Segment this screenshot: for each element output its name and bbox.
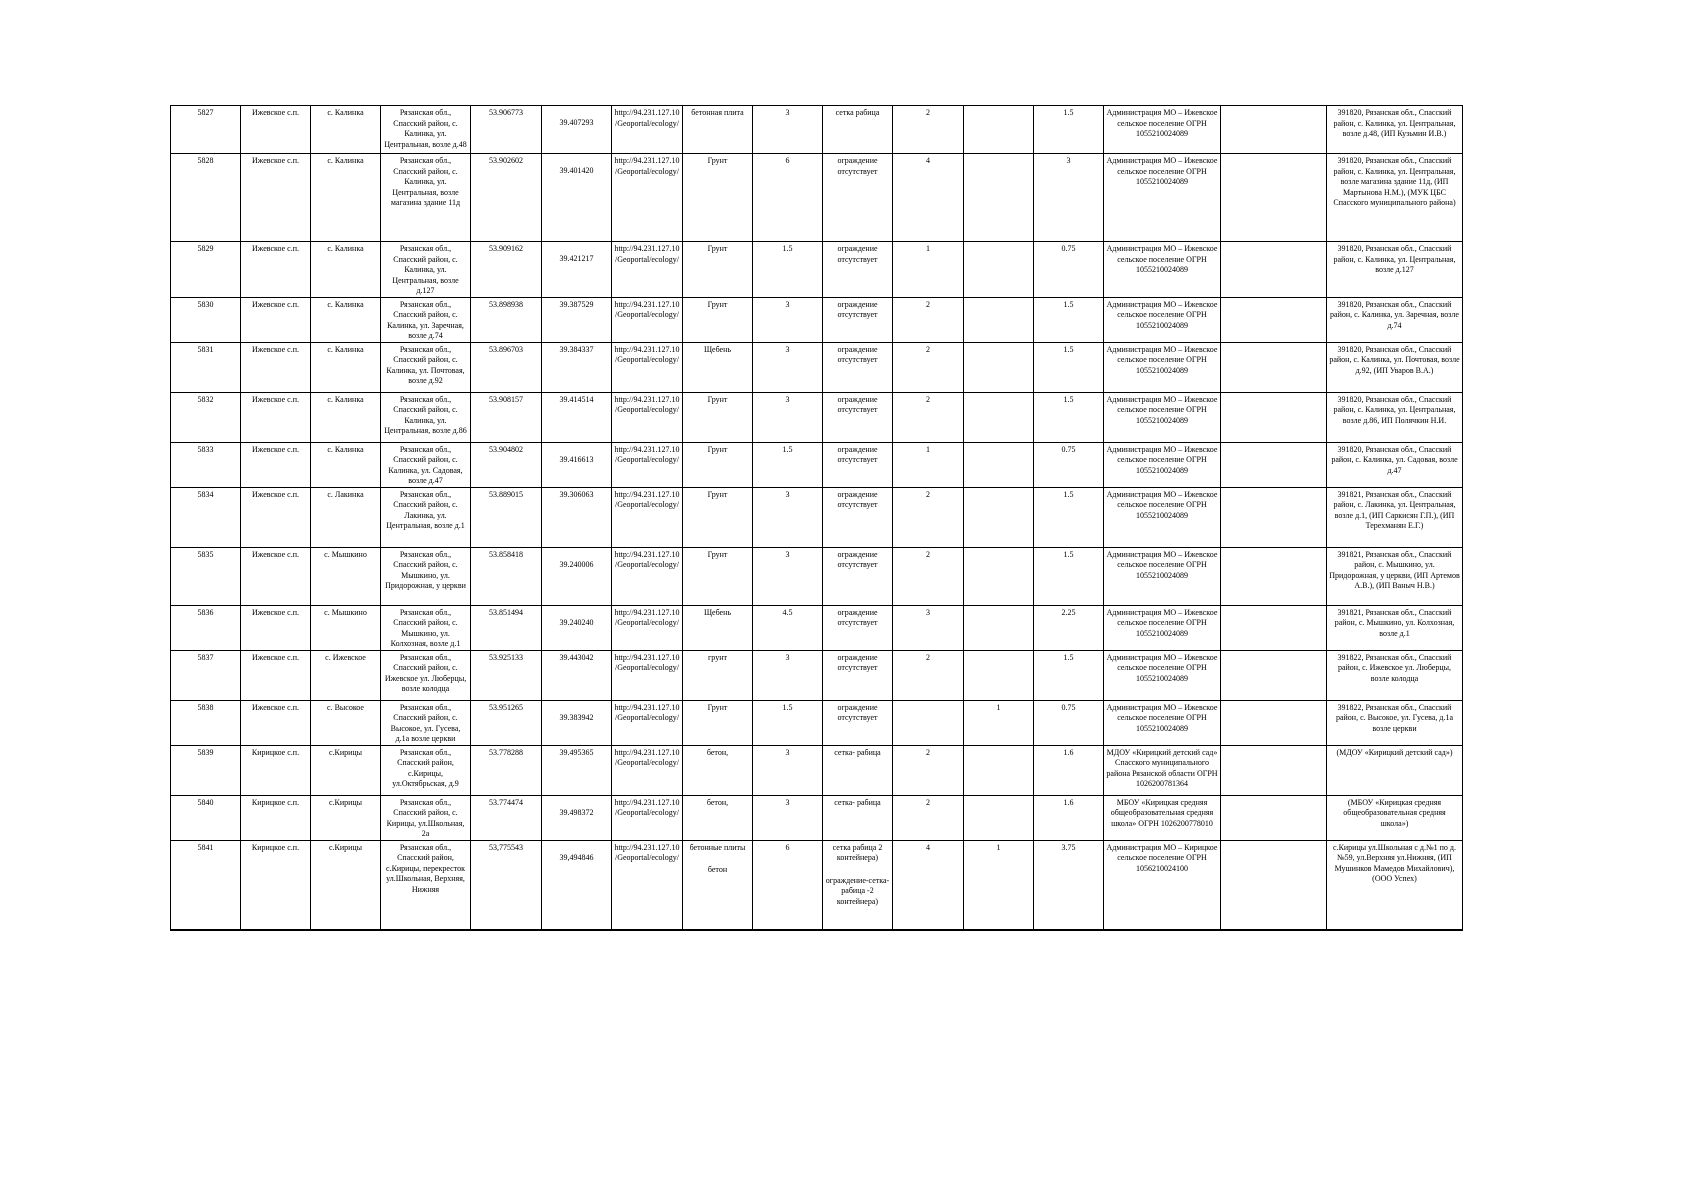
cell-area: 6	[753, 840, 823, 930]
cell-latitude: 53.925133	[471, 650, 542, 700]
fence-text: ограждение отсутствует	[837, 394, 878, 414]
cell-owner: МДОУ «Кирицкий детский сад» Спасского муниципального района Рязанской области ОГРН 1026200781364	[1104, 745, 1221, 795]
cell-volume: 0.75	[1034, 242, 1104, 298]
surface-text-2: бетон	[707, 865, 728, 874]
cell-containers: 2	[893, 745, 964, 795]
cell-sources: 391822, Рязанская обл., Спасский район, с. Ижевское ул. Люберцы, возле колодца	[1327, 650, 1463, 700]
cell-address: Рязанская обл., Спасский район, с.Кирицы, ул.Октябрьская, д.9	[381, 745, 471, 795]
cell-bunkers	[964, 745, 1034, 795]
cell-bunkers: 1	[964, 840, 1034, 930]
cell-containers: 1	[893, 242, 964, 298]
surface-text: бетон,	[706, 797, 729, 807]
cell-containers: 4	[893, 154, 964, 242]
fence-text: ограждение отсутствует	[837, 244, 878, 264]
cell-address: Рязанская обл., Спасский район, с. Мышкино, ул. Колхозная, возле д.1	[381, 605, 471, 650]
cell-owner: Администрация МО – Ижевское сельское поселение ОГРН 1055210024089	[1104, 342, 1221, 392]
cell-volume: 1.5	[1034, 392, 1104, 442]
cell-village: с.Кирицы	[311, 745, 381, 795]
cell-extra	[1221, 154, 1327, 242]
cell-map-link[interactable]: http://94.231.127.10/Geoportal/ecology/	[612, 154, 683, 242]
cell-fence	[823, 342, 893, 392]
cell-volume: 2.25	[1034, 605, 1104, 650]
cell-owner: Администрация МО – Кирицкое сельское поселение ОГРН 1056210024100	[1104, 840, 1221, 930]
cell-sources: (МБОУ «Кирицкая средняя общеобразовательная средняя школа»)	[1327, 795, 1463, 840]
cell-bunkers	[964, 650, 1034, 700]
table-row	[171, 840, 1463, 930]
cell-bunkers	[964, 795, 1034, 840]
cell-owner: Администрация МО – Ижевское сельское поселение ОГРН 1055210024089	[1104, 547, 1221, 605]
cell-extra	[1221, 297, 1327, 342]
cell-extra	[1221, 547, 1327, 605]
cell-settlement: Ижевское с.п.	[241, 650, 311, 700]
cell-area: 4.5	[753, 605, 823, 650]
surface-text: Щебень	[703, 344, 732, 354]
cell-longitude: 39.387529	[542, 297, 612, 342]
surface-text: Грунт	[707, 244, 728, 253]
cell-map-link[interactable]: http://94.231.127.10/Geoportal/ecology/	[612, 605, 683, 650]
cell-surface	[683, 547, 753, 605]
cell-extra	[1221, 106, 1327, 154]
surface-text: Грунт	[707, 489, 728, 499]
cell-number: 5841	[171, 840, 241, 930]
cell-latitude: 53.904802	[471, 442, 542, 487]
cell-fence	[823, 795, 893, 840]
cell-latitude: 53.896703	[471, 342, 542, 392]
surface-text: бетонная плита	[691, 108, 744, 117]
cell-surface	[683, 487, 753, 547]
cell-village: с. Мышкино	[311, 547, 381, 605]
cell-fence	[823, 106, 893, 154]
cell-number: 5832	[171, 392, 241, 442]
cell-address: Рязанская обл., Спасский район, с. Мышкино, ул. Придорожная, у церкви	[381, 547, 471, 605]
cell-sources: с.Кирицы ул.Школьная с д.№1 по д.№59, ул.Верхняя ул.Нижняя, (ИП Мушинков Мамедов Михайлович), (ООО Успех)	[1327, 840, 1463, 930]
cell-volume: 0.75	[1034, 700, 1104, 745]
cell-sources: 391820, Рязанская обл., Спасский район, с. Калинка, ул. Центральная, возле д.127	[1327, 242, 1463, 298]
cell-village: с. Калинка	[311, 297, 381, 342]
cell-longitude: 39.384337	[542, 342, 612, 392]
cell-area: 3	[753, 795, 823, 840]
cell-bunkers	[964, 605, 1034, 650]
cell-sources: 391821, Рязанская обл., Спасский район, с. Мышкино, ул. Колхозная, возле д.1	[1327, 605, 1463, 650]
cell-owner: МБОУ «Кирицкая средняя общеобразовательная средняя школа» ОГРН 1026200778010	[1104, 795, 1221, 840]
cell-latitude: 53.908157	[471, 392, 542, 442]
surface-text: бетон,	[706, 747, 729, 757]
cell-village: с. Калинка	[311, 342, 381, 392]
cell-bunkers	[964, 297, 1034, 342]
cell-settlement: Ижевское с.п.	[241, 392, 311, 442]
cell-sources: 391822, Рязанская обл., Спасский район, с. Высокое, ул. Гусева, д.1а возле церкви	[1327, 700, 1463, 745]
cell-latitude: 53.851494	[471, 605, 542, 650]
surface-text: грунт	[708, 652, 727, 662]
cell-map-link[interactable]: http://94.231.127.10/Geoportal/ecology/	[612, 297, 683, 342]
cell-latitude: 53,775543	[471, 840, 542, 930]
cell-extra	[1221, 342, 1327, 392]
cell-owner: Администрация МО – Ижевское сельское поселение ОГРН 1055210024089	[1104, 605, 1221, 650]
surface-text: Грунт	[707, 702, 728, 712]
cell-fence	[823, 650, 893, 700]
cell-longitude: 39.498372	[542, 795, 612, 840]
cell-number: 5839	[171, 745, 241, 795]
fence-text: ограждение отсутствует	[837, 702, 878, 722]
cell-containers: 2	[893, 392, 964, 442]
cell-map-link[interactable]: http://94.231.127.10/Geoportal/ecology/	[612, 795, 683, 840]
cell-sources: 391821, Рязанская обл., Спасский район, с. Лакинка, ул. Центральная, возле д.1, (ИП Саркисян Г.П.), (ИП Терехманян Е.Г.)	[1327, 487, 1463, 547]
cell-longitude: 39.407293	[542, 106, 612, 154]
cell-extra	[1221, 392, 1327, 442]
cell-owner: Администрация МО – Ижевское сельское поселение ОГРН 1055210024089	[1104, 392, 1221, 442]
cell-village: с. Калинка	[311, 392, 381, 442]
cell-surface	[683, 700, 753, 745]
surface-text: Щебень	[703, 607, 732, 617]
cell-extra	[1221, 487, 1327, 547]
cell-surface	[683, 745, 753, 795]
cell-extra	[1221, 442, 1327, 487]
fence-text: сетка рабица 2 контейнера)	[832, 842, 883, 862]
fence-text: сетка- рабица	[834, 747, 881, 757]
cell-longitude: 39.240006	[542, 547, 612, 605]
cell-latitude: 53.906773	[471, 106, 542, 154]
table-row	[171, 442, 1463, 487]
cell-bunkers	[964, 392, 1034, 442]
waste-sites-table	[170, 105, 1463, 931]
cell-number: 5833	[171, 442, 241, 487]
cell-longitude: 39.414514	[542, 392, 612, 442]
surface-text: Грунт	[707, 444, 728, 454]
cell-bunkers	[964, 547, 1034, 605]
cell-latitude: 53.902602	[471, 154, 542, 242]
cell-latitude: 53.778288	[471, 745, 542, 795]
cell-address: Рязанская обл., Спасский район, с. Ижевское ул. Люберцы, возле колодца	[381, 650, 471, 700]
cell-sources: 391820, Рязанская обл., Спасский район, с. Калинка, ул. Садовая, возле д.47	[1327, 442, 1463, 487]
cell-containers: 2	[893, 106, 964, 154]
cell-extra	[1221, 242, 1327, 298]
surface-text: Грунт	[707, 156, 728, 165]
cell-settlement: Кирицкое с.п.	[241, 840, 311, 930]
cell-fence	[823, 154, 893, 242]
cell-volume: 1.5	[1034, 487, 1104, 547]
cell-bunkers	[964, 242, 1034, 298]
cell-surface	[683, 242, 753, 298]
cell-bunkers: 1	[964, 700, 1034, 745]
cell-longitude: 39.443042	[542, 650, 612, 700]
cell-number: 5837	[171, 650, 241, 700]
cell-volume: 3.75	[1034, 840, 1104, 930]
table-row	[171, 242, 1463, 298]
cell-extra	[1221, 840, 1327, 930]
cell-owner: Администрация МО – Ижевское сельское поселение ОГРН 1055210024089	[1104, 106, 1221, 154]
cell-settlement: Ижевское с.п.	[241, 700, 311, 745]
cell-area: 3	[753, 342, 823, 392]
cell-fence	[823, 297, 893, 342]
cell-area: 3	[753, 745, 823, 795]
fence-text: ограждение отсутствует	[837, 607, 878, 627]
fence-text-2: ограждение-сетка-рабица -2 контейнера)	[825, 875, 890, 906]
table-row	[171, 342, 1463, 392]
cell-address: Рязанская обл., Спасский район, с. Калинка, ул. Заречная, возле д.74	[381, 297, 471, 342]
cell-bunkers	[964, 342, 1034, 392]
cell-owner: Администрация МО – Ижевское сельское поселение ОГРН 1055210024089	[1104, 700, 1221, 745]
cell-surface	[683, 342, 753, 392]
cell-fence	[823, 442, 893, 487]
cell-longitude: 39.240240	[542, 605, 612, 650]
cell-containers: 4	[893, 840, 964, 930]
fence-text: ограждение отсутствует	[837, 549, 878, 569]
cell-longitude: 39.383942	[542, 700, 612, 745]
cell-owner: Администрация МО – Ижевское сельское поселение ОГРН 1055210024089	[1104, 297, 1221, 342]
cell-map-link[interactable]: http://94.231.127.10/Geoportal/ecology/	[612, 745, 683, 795]
cell-address: Рязанская обл., Спасский район, с. Лакинка, ул. Центральная, возле д.1	[381, 487, 471, 547]
cell-containers: 2	[893, 342, 964, 392]
cell-address: Рязанская обл., Спасский район, с. Калинка, ул. Центральная, возле д.48	[381, 106, 471, 154]
cell-fence	[823, 392, 893, 442]
cell-owner: Администрация МО – Ижевское сельское поселение ОГРН 1055210024089	[1104, 487, 1221, 547]
cell-surface	[683, 795, 753, 840]
surface-text: бетонные плиты	[689, 842, 746, 852]
cell-village: с.Кирицы	[311, 795, 381, 840]
cell-address: Рязанская обл., Спасский район, с. Кирицы, ул.Школьная, 2а	[381, 795, 471, 840]
cell-village: с. Мышкино	[311, 605, 381, 650]
cell-address: Рязанская обл., Спасский район, с. Калинка, ул. Центральная, возле магазина здание 11д	[381, 154, 471, 242]
table-row	[171, 106, 1463, 154]
cell-surface	[683, 650, 753, 700]
cell-latitude: 53.909162	[471, 242, 542, 298]
cell-containers	[893, 700, 964, 745]
cell-area: 1.5	[753, 442, 823, 487]
cell-area: 1.5	[753, 700, 823, 745]
cell-map-link[interactable]: http://94.231.127.10/Geoportal/ecology/	[612, 840, 683, 930]
cell-surface	[683, 154, 753, 242]
cell-owner: Администрация МО – Ижевское сельское поселение ОГРН 1055210024089	[1104, 154, 1221, 242]
cell-number: 5830	[171, 297, 241, 342]
table-row	[171, 547, 1463, 605]
cell-longitude: 39,494846	[542, 840, 612, 930]
cell-containers: 2	[893, 795, 964, 840]
cell-volume: 1.5	[1034, 547, 1104, 605]
cell-address: Рязанская обл., Спасский район, с.Кирицы, перекресток ул.Школьная, Верхняя, Нижняя	[381, 840, 471, 930]
fence-text: ограждение отсутствует	[837, 156, 878, 176]
cell-number: 5835	[171, 547, 241, 605]
cell-extra	[1221, 700, 1327, 745]
cell-containers: 2	[893, 547, 964, 605]
cell-address: Рязанская обл., Спасский район, с. Калинка, ул. Садовая, возле д.47	[381, 442, 471, 487]
cell-settlement: Кирицкое с.п.	[241, 745, 311, 795]
cell-address: Рязанская обл., Спасский район, с. Калинка, ул. Центральная, возле д.86	[381, 392, 471, 442]
cell-volume: 1.5	[1034, 106, 1104, 154]
cell-area: 3	[753, 392, 823, 442]
cell-longitude: 39.421217	[542, 242, 612, 298]
cell-longitude: 39.306063	[542, 487, 612, 547]
cell-village: с. Высокое	[311, 700, 381, 745]
cell-area: 3	[753, 650, 823, 700]
cell-volume: 0.75	[1034, 442, 1104, 487]
cell-number: 5840	[171, 795, 241, 840]
cell-latitude: 53.898938	[471, 297, 542, 342]
cell-latitude: 53.858418	[471, 547, 542, 605]
cell-owner: Администрация МО – Ижевское сельское поселение ОГРН 1055210024089	[1104, 650, 1221, 700]
table-row	[171, 745, 1463, 795]
cell-bunkers	[964, 442, 1034, 487]
cell-bunkers	[964, 106, 1034, 154]
fence-text: ограждение отсутствует	[837, 489, 878, 509]
cell-surface	[683, 442, 753, 487]
cell-village: с. Лакинка	[311, 487, 381, 547]
cell-sources: (МДОУ «Кирицкий детский сад»)	[1327, 745, 1463, 795]
cell-volume: 1.5	[1034, 342, 1104, 392]
cell-settlement: Ижевское с.п.	[241, 106, 311, 154]
cell-settlement: Ижевское с.п.	[241, 605, 311, 650]
cell-containers: 2	[893, 487, 964, 547]
cell-volume: 1.6	[1034, 745, 1104, 795]
cell-bunkers	[964, 154, 1034, 242]
cell-fence	[823, 242, 893, 298]
cell-fence	[823, 487, 893, 547]
cell-extra	[1221, 605, 1327, 650]
cell-number: 5829	[171, 242, 241, 298]
cell-village: с.Кирицы	[311, 840, 381, 930]
cell-map-link[interactable]: http://94.231.127.10/Geoportal/ecology/	[612, 547, 683, 605]
cell-fence	[823, 840, 893, 930]
cell-number: 5828	[171, 154, 241, 242]
cell-settlement: Кирицкое с.п.	[241, 795, 311, 840]
cell-bunkers	[964, 487, 1034, 547]
cell-settlement: Ижевское с.п.	[241, 487, 311, 547]
cell-longitude: 39.416613	[542, 442, 612, 487]
cell-surface	[683, 605, 753, 650]
fence-text: сетка- рабица	[834, 797, 881, 807]
cell-sources: 391820, Рязанская обл., Спасский район, с. Калинка, ул. Заречная, возле д.74	[1327, 297, 1463, 342]
cell-owner: Администрация МО – Ижевское сельское поселение ОГРН 1055210024089	[1104, 442, 1221, 487]
cell-number: 5838	[171, 700, 241, 745]
table-row	[171, 605, 1463, 650]
cell-number: 5827	[171, 106, 241, 154]
table-row	[171, 392, 1463, 442]
cell-settlement: Ижевское с.п.	[241, 297, 311, 342]
cell-address: Рязанская обл., Спасский район, с. Калинка, ул. Почтовая, возле д.92	[381, 342, 471, 392]
cell-longitude: 39.401420	[542, 154, 612, 242]
cell-village: с. Калинка	[311, 154, 381, 242]
cell-number: 5831	[171, 342, 241, 392]
cell-area: 3	[753, 487, 823, 547]
cell-sources: 391820, Рязанская обл., Спасский район, с. Калинка, ул. Центральная, возле д.86, ИП Полячкин Н.И.	[1327, 392, 1463, 442]
table-row	[171, 154, 1463, 242]
cell-containers: 2	[893, 650, 964, 700]
cell-fence	[823, 745, 893, 795]
cell-latitude: 53.951265	[471, 700, 542, 745]
cell-village: с. Калинка	[311, 242, 381, 298]
table-row	[171, 487, 1463, 547]
cell-owner: Администрация МО – Ижевское сельское поселение ОГРН 1055210024089	[1104, 242, 1221, 298]
fence-text: ограждение отсутствует	[837, 444, 878, 464]
cell-extra	[1221, 650, 1327, 700]
cell-fence	[823, 700, 893, 745]
cell-sources: 391820, Рязанская обл., Спасский район, с. Калинка, ул. Центральная, возле д.48, (ИП Кузьмин И.В.)	[1327, 106, 1463, 154]
fence-text: ограждение отсутствует	[837, 344, 878, 364]
cell-volume: 3	[1034, 154, 1104, 242]
fence-text: ограждение отсутствует	[837, 652, 878, 672]
table-row	[171, 700, 1463, 745]
cell-address: Рязанская обл., Спасский район, с. Высокое, ул. Гусева, д.1а возле церкви	[381, 700, 471, 745]
cell-fence	[823, 605, 893, 650]
cell-surface	[683, 106, 753, 154]
cell-village: с. Ижевское	[311, 650, 381, 700]
cell-map-link[interactable]: http://94.231.127.10/Geoportal/ecology/	[612, 242, 683, 298]
cell-settlement: Ижевское с.п.	[241, 547, 311, 605]
cell-map-link[interactable]: http://94.231.127.10/Geoportal/ecology/	[612, 650, 683, 700]
cell-fence	[823, 547, 893, 605]
cell-surface	[683, 297, 753, 342]
table-row	[171, 297, 1463, 342]
cell-extra	[1221, 745, 1327, 795]
cell-surface	[683, 840, 753, 930]
cell-map-link[interactable]: http://94.231.127.10/Geoportal/ecology/	[612, 106, 683, 154]
cell-map-link[interactable]: http://94.231.127.10/Geoportal/ecology/	[612, 487, 683, 547]
cell-map-link[interactable]: http://94.231.127.10/Geoportal/ecology/	[612, 442, 683, 487]
cell-extra	[1221, 795, 1327, 840]
cell-number: 5836	[171, 605, 241, 650]
cell-containers: 2	[893, 297, 964, 342]
cell-settlement: Ижевское с.п.	[241, 242, 311, 298]
table-row	[171, 650, 1463, 700]
cell-number: 5834	[171, 487, 241, 547]
cell-map-link[interactable]: http://94.231.127.10/Geoportal/ecology/	[612, 700, 683, 745]
cell-sources: 391820, Рязанская обл., Спасский район, с. Калинка, ул. Центральная, возле магазина здание 11д, (ИП Мартынова Н.М.), (МУК ЦБС Спасского муниципального района)	[1327, 154, 1463, 242]
table-row	[171, 795, 1463, 840]
cell-map-link[interactable]: http://94.231.127.10/Geoportal/ecology/	[612, 342, 683, 392]
cell-area: 3	[753, 106, 823, 154]
cell-surface	[683, 392, 753, 442]
cell-sources: 391821, Рязанская обл., Спасский район, с. Мышкино, ул. Придорожная, у церкви, (ИП Артемов А.В.), (ИП Ваныч Н.В.)	[1327, 547, 1463, 605]
cell-map-link[interactable]: http://94.231.127.10/Geoportal/ecology/	[612, 392, 683, 442]
fence-text: ограждение отсутствует	[837, 299, 878, 319]
fence-text: сетка рабица	[835, 108, 880, 117]
cell-longitude: 39.495365	[542, 745, 612, 795]
cell-address: Рязанская обл., Спасский район, с. Калинка, ул. Центральная, возле д.127	[381, 242, 471, 298]
cell-latitude: 53.774474	[471, 795, 542, 840]
surface-text: Грунт	[707, 299, 728, 309]
cell-area: 3	[753, 547, 823, 605]
cell-latitude: 53.889015	[471, 487, 542, 547]
cell-settlement: Ижевское с.п.	[241, 442, 311, 487]
cell-area: 1.5	[753, 242, 823, 298]
surface-text: Грунт	[707, 549, 728, 559]
cell-containers: 3	[893, 605, 964, 650]
surface-text: Грунт	[707, 394, 728, 404]
cell-sources: 391820, Рязанская обл., Спасский район, с. Калинка, ул. Почтовая, возле д.92, (ИП Уваров В.А.)	[1327, 342, 1463, 392]
cell-village: с. Калинка	[311, 106, 381, 154]
cell-area: 6	[753, 154, 823, 242]
cell-volume: 1.5	[1034, 650, 1104, 700]
cell-area: 3	[753, 297, 823, 342]
cell-village: с. Калинка	[311, 442, 381, 487]
cell-settlement: Ижевское с.п.	[241, 342, 311, 392]
cell-containers: 1	[893, 442, 964, 487]
cell-volume: 1.5	[1034, 297, 1104, 342]
cell-volume: 1.6	[1034, 795, 1104, 840]
cell-settlement: Ижевское с.п.	[241, 154, 311, 242]
